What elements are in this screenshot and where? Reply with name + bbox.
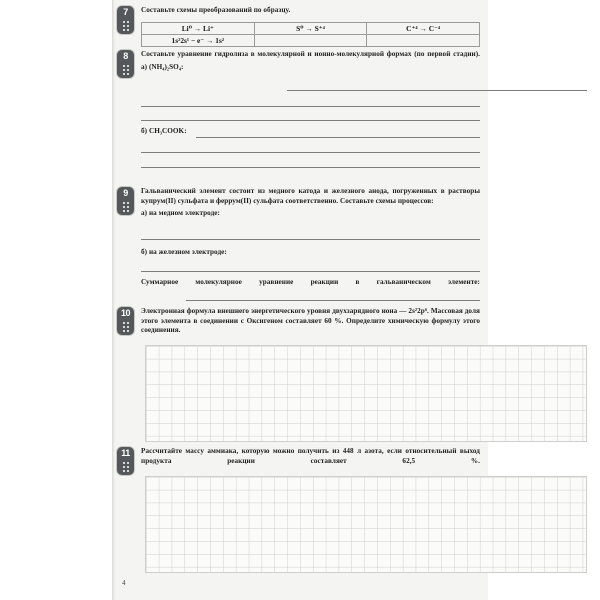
dice-pips-icon: [120, 201, 131, 213]
task-9-closing-block: [112, 278, 488, 288]
task-10-prompt: Электронная формула внешнего энергетического уровня двухзарядного иона — 2s²2p⁶. Массовая доля этого элемента в соединении с Оксигеном составляет 60 %. Определите химическую формулу этого соединения.: [141, 307, 480, 335]
task-7: [112, 6, 488, 16]
item-formula-b: на железном электроде:: [148, 248, 227, 256]
task-9: [112, 187, 488, 219]
task-7-prompt: Составьте схемы преобразований по образцу.: [141, 6, 291, 14]
item-marker-a: а): [141, 62, 148, 71]
page-number: 4: [122, 579, 126, 587]
item-marker-b: б): [141, 127, 148, 135]
dice-pips-icon: [120, 20, 131, 32]
task-8: [112, 50, 488, 72]
task-number-10: 10: [120, 308, 130, 318]
answer-line[interactable]: [141, 239, 480, 240]
task-number-7: 7: [123, 7, 128, 17]
task-badge-11: [117, 447, 134, 475]
task-8-prompt: Составьте уравнение гидролиза в молекулярной и ионно-молекулярной формах (по первой стадии).: [141, 50, 480, 58]
dice-pips-icon: [120, 64, 131, 76]
answer-line[interactable]: [141, 120, 480, 121]
dice-pips-icon: [120, 461, 131, 473]
task-badge-9: [117, 187, 134, 215]
task-badge-7: [117, 6, 134, 34]
task-9-prompt: Гальванический элемент состоит из медного катода и железного анода, погруженных в растворы купрум(II) сульфата и феррум(II) сульфата соответственно. Составьте схемы процессов:: [141, 187, 480, 205]
table-cell-3[interactable]: [367, 35, 480, 47]
task-8-item-a: [141, 63, 480, 73]
item-marker-a: а): [141, 209, 148, 218]
answer-line[interactable]: [141, 152, 480, 153]
task-badge-10: [117, 307, 134, 335]
task-11-answer-grid[interactable]: [145, 476, 587, 573]
item-formula-a: (NH₄)₂SO₄:: [148, 62, 184, 71]
answer-line[interactable]: [196, 137, 480, 138]
conversion-table: [141, 22, 480, 47]
table-cell-2[interactable]: [254, 35, 367, 47]
table-row: [142, 35, 480, 47]
answer-line[interactable]: [141, 167, 480, 168]
task-8-item-b-block: [112, 124, 488, 137]
answer-line[interactable]: [287, 90, 587, 91]
task-number-8: 8: [123, 51, 128, 61]
workbook-page: [112, 0, 488, 600]
answer-line[interactable]: [141, 271, 480, 272]
task-11: [112, 447, 488, 466]
task-9-closing: Суммарное молекулярное уравнение реакции в гальваническом элементе:: [141, 278, 480, 286]
answer-line[interactable]: [141, 106, 480, 107]
table-header-cell-1: Li⁰ → Li⁺: [142, 23, 255, 35]
task-number-11: 11: [121, 448, 130, 458]
answer-line[interactable]: [186, 300, 480, 301]
task-number-9: 9: [123, 188, 128, 198]
task-11-prompt: Рассчитайте массу аммиака, которую можно получить из 448 л азота, если относительный выход продукта реакции составляет 62,5 %.: [141, 447, 480, 465]
dice-pips-icon: [120, 321, 131, 333]
task-9-item-b: [141, 248, 480, 258]
table-row: [142, 23, 480, 35]
task-10: [112, 307, 488, 336]
task-9-item-a: [141, 209, 480, 219]
task-badge-8: [117, 50, 134, 78]
task-10-answer-grid[interactable]: [145, 345, 587, 442]
item-marker-b: б): [141, 248, 148, 256]
table-cell-1[interactable]: 1s²2s¹ − e⁻ → 1s²: [142, 35, 255, 47]
item-formula-b: CH₃COOK:: [148, 127, 187, 135]
task-9-item-b-block: [112, 248, 488, 258]
table-header-cell-3: C⁺⁴ → C⁻⁴: [367, 23, 480, 35]
task-8-item-b: [141, 127, 480, 137]
table-header-cell-2: S⁰ → S⁺⁴: [254, 23, 367, 35]
item-formula-a: на медном электроде:: [148, 209, 220, 218]
